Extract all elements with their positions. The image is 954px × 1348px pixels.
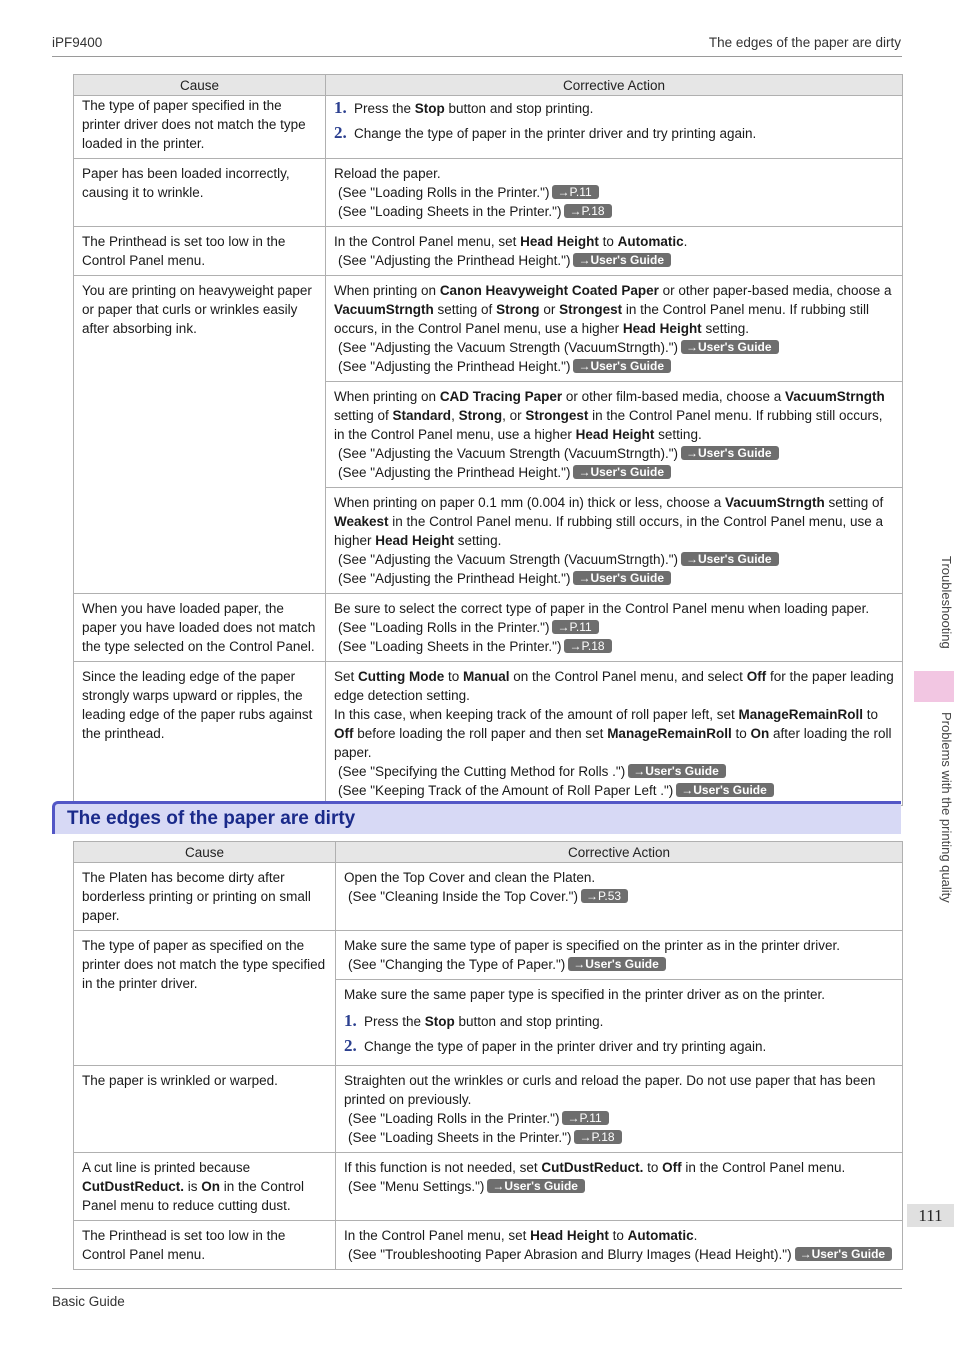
step-2: 2. Change the type of paper in the printer driver and try printing again. [334, 121, 894, 146]
action-cell: Set Cutting Mode to Manual on the Control Panel menu, and select Off for the paper leading edge detection setting. In this case, when keeping track of the amount of roll paper left, set ManageRemainRoll to Off before loading the roll paper and then set ManageRemainRoll to On after loading the roll paper. (See "Specifying the Cutting Method for Rolls .") →User's Guide (See "Keeping Track of the Amount of Roll Paper Left .") →User's Guide [326, 662, 903, 806]
users-guide-link[interactable]: →User's Guide [795, 1247, 893, 1261]
action-cell: Straighten out the wrinkles or curls and reload the paper. Do not use paper that has been printed on previously. (See "Loading Rolls in the Printer.") →P.11 (See "Loading Sheets in the Printer.") →P.18 [336, 1066, 903, 1153]
footer-divider [52, 1288, 902, 1289]
action-cell: When printing on Canon Heavyweight Coated Paper or other paper-based media, choose a VacuumStrngth setting of Strong or Strongest in the Control Panel menu. If rubbing still occurs, in the Control Panel menu, use a higher Head Height setting. (See "Adjusting the Vacuum Strength (VacuumStrngth).") →User's Guide (See "Adjusting the Printhead Height.") →User's Guide [326, 276, 903, 382]
step-number: 1. [344, 1011, 357, 1030]
column-header-action: Corrective Action [326, 75, 903, 96]
page-link[interactable]: →P.11 [552, 620, 598, 634]
cause-action-table-1 [73, 74, 903, 806]
page-link[interactable]: →P.18 [564, 204, 611, 218]
cause-cell: The type of paper specified in the printer driver does not match the type loaded in the printer. [74, 96, 326, 159]
cause-cell: Since the leading edge of the paper strongly warps upward or ripples, the leading edge of the paper rubs against the printhead. [74, 662, 326, 806]
page-link[interactable]: →P.11 [552, 185, 598, 199]
table-row [74, 1221, 903, 1270]
cause-cell: The Platen has become dirty after borderless printing or printing on small paper. [74, 863, 336, 931]
cause-cell: You are printing on heavyweight paper or paper that curls or wrinkles easily after absorbing ink. [74, 276, 326, 594]
table-row [74, 662, 903, 806]
side-tab-section[interactable]: Troubleshooting [939, 556, 954, 649]
table-row [74, 1066, 903, 1153]
action-cell: When printing on CAD Tracing Paper or other film-based media, choose a VacuumStrngth setting of Standard, Strong, or Strongest in the Control Panel menu. If rubbing still occurs, in the Control Panel menu, use a higher Head Height setting. (See "Adjusting the Vacuum Strength (VacuumStrngth).") →User's Guide (See "Adjusting the Printhead Height.") →User's Guide [326, 382, 903, 488]
users-guide-link[interactable]: →User's Guide [676, 783, 774, 797]
section-heading-bar [52, 801, 901, 834]
action-cell: Open the Top Cover and clean the Platen. (See "Cleaning Inside the Top Cover.") →P.53 [336, 863, 903, 931]
cause-cell: The type of paper as specified on the printer does not match the type specified in the printer driver. [74, 931, 336, 1066]
table-row [74, 96, 903, 159]
action-cell: When printing on paper 0.1 mm (0.004 in) thick or less, choose a VacuumStrngth setting of Weakest in the Control Panel menu. If rubbing still occurs, in the Control Panel menu, use a higher Head Height setting. (See "Adjusting the Vacuum Strength (VacuumStrngth).") →User's Guide (See "Adjusting the Printhead Height.") →User's Guide [326, 488, 903, 594]
page-link[interactable]: →P.53 [581, 889, 628, 903]
cause-cell: Paper has been loaded incorrectly, causing it to wrinkle. [74, 159, 326, 227]
action-cell: In the Control Panel menu, set Head Height to Automatic. (See "Adjusting the Printhead Height.") →User's Guide [326, 227, 903, 276]
column-header-cause: Cause [74, 75, 326, 96]
action-cell: Be sure to select the correct type of paper in the Control Panel menu when loading paper. (See "Loading Rolls in the Printer.") →P.11 (See "Loading Sheets in the Printer.") →P.18 [326, 594, 903, 662]
footer-title: Basic Guide [52, 1294, 125, 1309]
users-guide-link[interactable]: →User's Guide [568, 957, 666, 971]
cause-cell: When you have loaded paper, the paper you have loaded does not match the type selected on the Control Panel. [74, 594, 326, 662]
header-divider [52, 56, 902, 57]
header-product: iPF9400 [52, 35, 103, 50]
section-title: The edges of the paper are dirty [67, 808, 356, 829]
users-guide-link[interactable]: →User's Guide [681, 446, 779, 460]
column-header-action: Corrective Action [336, 842, 903, 863]
action-cell: Reload the paper. (See "Loading Rolls in the Printer.") →P.11 (See "Loading Sheets in the Printer.") →P.18 [326, 159, 903, 227]
step-2: 2. Change the type of paper in the printer driver and try printing again. [344, 1034, 894, 1059]
column-header-cause: Cause [74, 842, 336, 863]
users-guide-link[interactable]: →User's Guide [487, 1179, 585, 1193]
table-row [74, 594, 903, 662]
step-1: 1. Press the Stop button and stop printing. [334, 96, 894, 121]
cause-cell: A cut line is printed because CutDustReduct. is On in the Control Panel menu to reduce cutting dust. [74, 1153, 336, 1221]
page-link[interactable]: →P.11 [562, 1111, 608, 1125]
table-row [74, 1153, 903, 1221]
side-tab-subsection[interactable]: Problems with the printing quality [939, 712, 954, 903]
cause-cell: The Printhead is set too low in the Control Panel menu. [74, 1221, 336, 1270]
users-guide-link[interactable]: →User's Guide [573, 571, 671, 585]
cause-cell: The Printhead is set too low in the Control Panel menu. [74, 227, 326, 276]
users-guide-link[interactable]: →User's Guide [628, 764, 726, 778]
users-guide-link[interactable]: →User's Guide [681, 340, 779, 354]
page-link[interactable]: →P.18 [574, 1130, 621, 1144]
side-tab-marker [914, 671, 954, 702]
table-row [74, 227, 903, 276]
users-guide-link[interactable]: →User's Guide [573, 253, 671, 267]
page-number: 111 [907, 1204, 954, 1227]
cause-cell: The paper is wrinkled or warped. [74, 1066, 336, 1153]
table-row [74, 276, 903, 382]
table-row [74, 863, 903, 931]
header-topic: The edges of the paper are dirty [708, 35, 901, 50]
table-row [74, 159, 903, 227]
cause-action-table-2 [73, 841, 903, 1270]
step-number: 2. [344, 1036, 357, 1055]
users-guide-link[interactable]: →User's Guide [573, 465, 671, 479]
action-cell [326, 96, 903, 159]
users-guide-link[interactable]: →User's Guide [573, 359, 671, 373]
step-1: 1. Press the Stop button and stop printing. [344, 1009, 894, 1034]
page-link[interactable]: →P.18 [564, 639, 611, 653]
step-number: 2. [334, 123, 347, 142]
users-guide-link[interactable]: →User's Guide [681, 552, 779, 566]
action-cell: Make sure the same type of paper is specified on the printer as in the printer driver. (See "Changing the Type of Paper.") →User's Guide [336, 931, 903, 980]
action-cell: In the Control Panel menu, set Head Height to Automatic. (See "Troubleshooting Paper Abrasion and Blurry Images (Head Height).") →User's Guide [336, 1221, 903, 1270]
action-cell: If this function is not needed, set CutDustReduct. to Off in the Control Panel menu. (See "Menu Settings.") →User's Guide [336, 1153, 903, 1221]
action-cell: Make sure the same paper type is specified in the printer driver as on the printer. 1. Press the Stop button and stop printing. 2. Change the type of paper in the printer driver and try printing again. [336, 980, 903, 1066]
table-row [74, 931, 903, 980]
step-number: 1. [334, 98, 347, 117]
